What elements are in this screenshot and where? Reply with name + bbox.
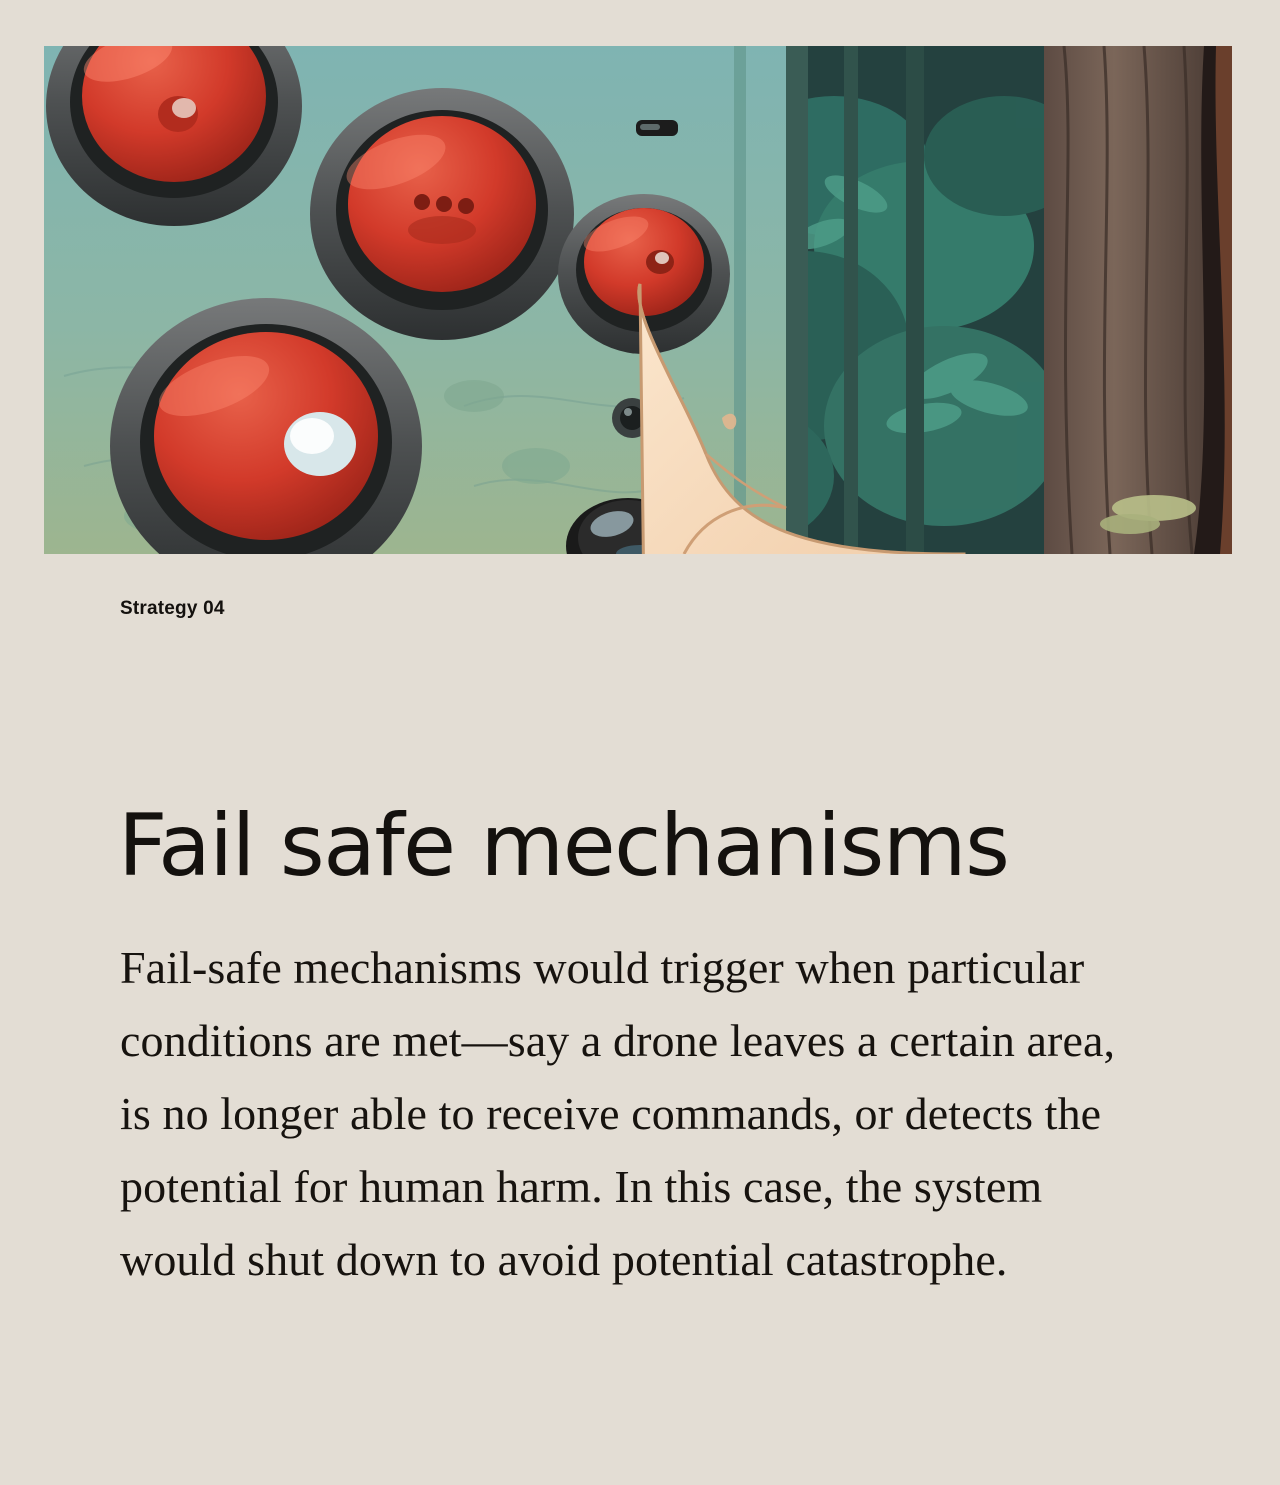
section-eyebrow: Strategy 04 xyxy=(120,598,225,619)
emergency-button-illustration-icon xyxy=(44,46,1232,554)
hero-illustration xyxy=(44,46,1232,554)
page-title: Fail safe mechanisms xyxy=(118,795,1009,896)
body-paragraph: Fail-safe mechanisms would trigger when particular conditions are met—say a drone leaves a certain area, is no longer able to receive commands, or detects the potential for human harm. In this case, the system would shut down to avoid potential catastrophe. xyxy=(120,942,1116,1285)
